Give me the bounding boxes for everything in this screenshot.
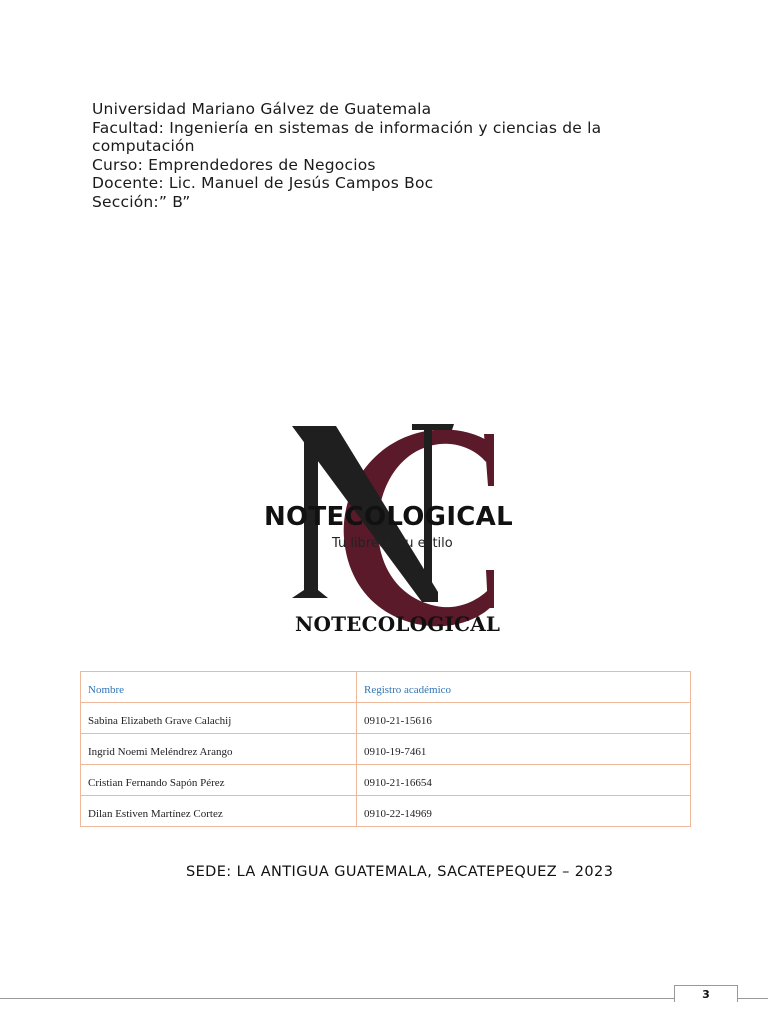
member-name: Dilan Estiven Martínez Cortez: [81, 796, 357, 827]
header-name: Nombre: [81, 672, 357, 703]
member-registry: 0910-19-7461: [357, 734, 691, 765]
member-name: Ingrid Noemi Meléndrez Arango: [81, 734, 357, 765]
logo-wordmark: NOTECOLOGICAL: [295, 612, 501, 636]
sede-line: SEDE: LA ANTIGUA GUATEMALA, SACATEPEQUEZ – 2023: [186, 864, 614, 880]
member-name: Cristian Fernando Sapón Pérez: [81, 765, 357, 796]
course-line: Curso: Emprendedores de Negocios: [92, 155, 376, 174]
members-table: [80, 671, 691, 827]
member-registry: 0910-22-14969: [357, 796, 691, 827]
university-name: Universidad Mariano Gálvez de Guatemala: [92, 100, 432, 118]
table-row: [81, 703, 691, 734]
faculty-line: Facultad: Ingeniería en sistemas de información y ciencias de la computación: [92, 118, 602, 155]
page-number: 3: [674, 985, 738, 1002]
n-top-serifs: [412, 424, 454, 430]
section-line: Sección:” B”: [92, 192, 191, 211]
cover-header: [92, 100, 692, 211]
logo-tagline: Tu libreta, tu estilo: [332, 536, 453, 551]
logo-title: NOTECOLOGICAL: [264, 502, 513, 532]
header-registry: Registro académico: [357, 672, 691, 703]
notecological-logo: [262, 420, 542, 650]
member-registry: 0910-21-15616: [357, 703, 691, 734]
table-header-row: [81, 672, 691, 703]
member-registry: 0910-21-16654: [357, 765, 691, 796]
footer-divider: [0, 998, 768, 999]
table-row: [81, 734, 691, 765]
member-name: Sabina Elizabeth Grave Calachij: [81, 703, 357, 734]
table-row: [81, 796, 691, 827]
teacher-line: Docente: Lic. Manuel de Jesús Campos Boc: [92, 174, 434, 192]
table-row: [81, 765, 691, 796]
